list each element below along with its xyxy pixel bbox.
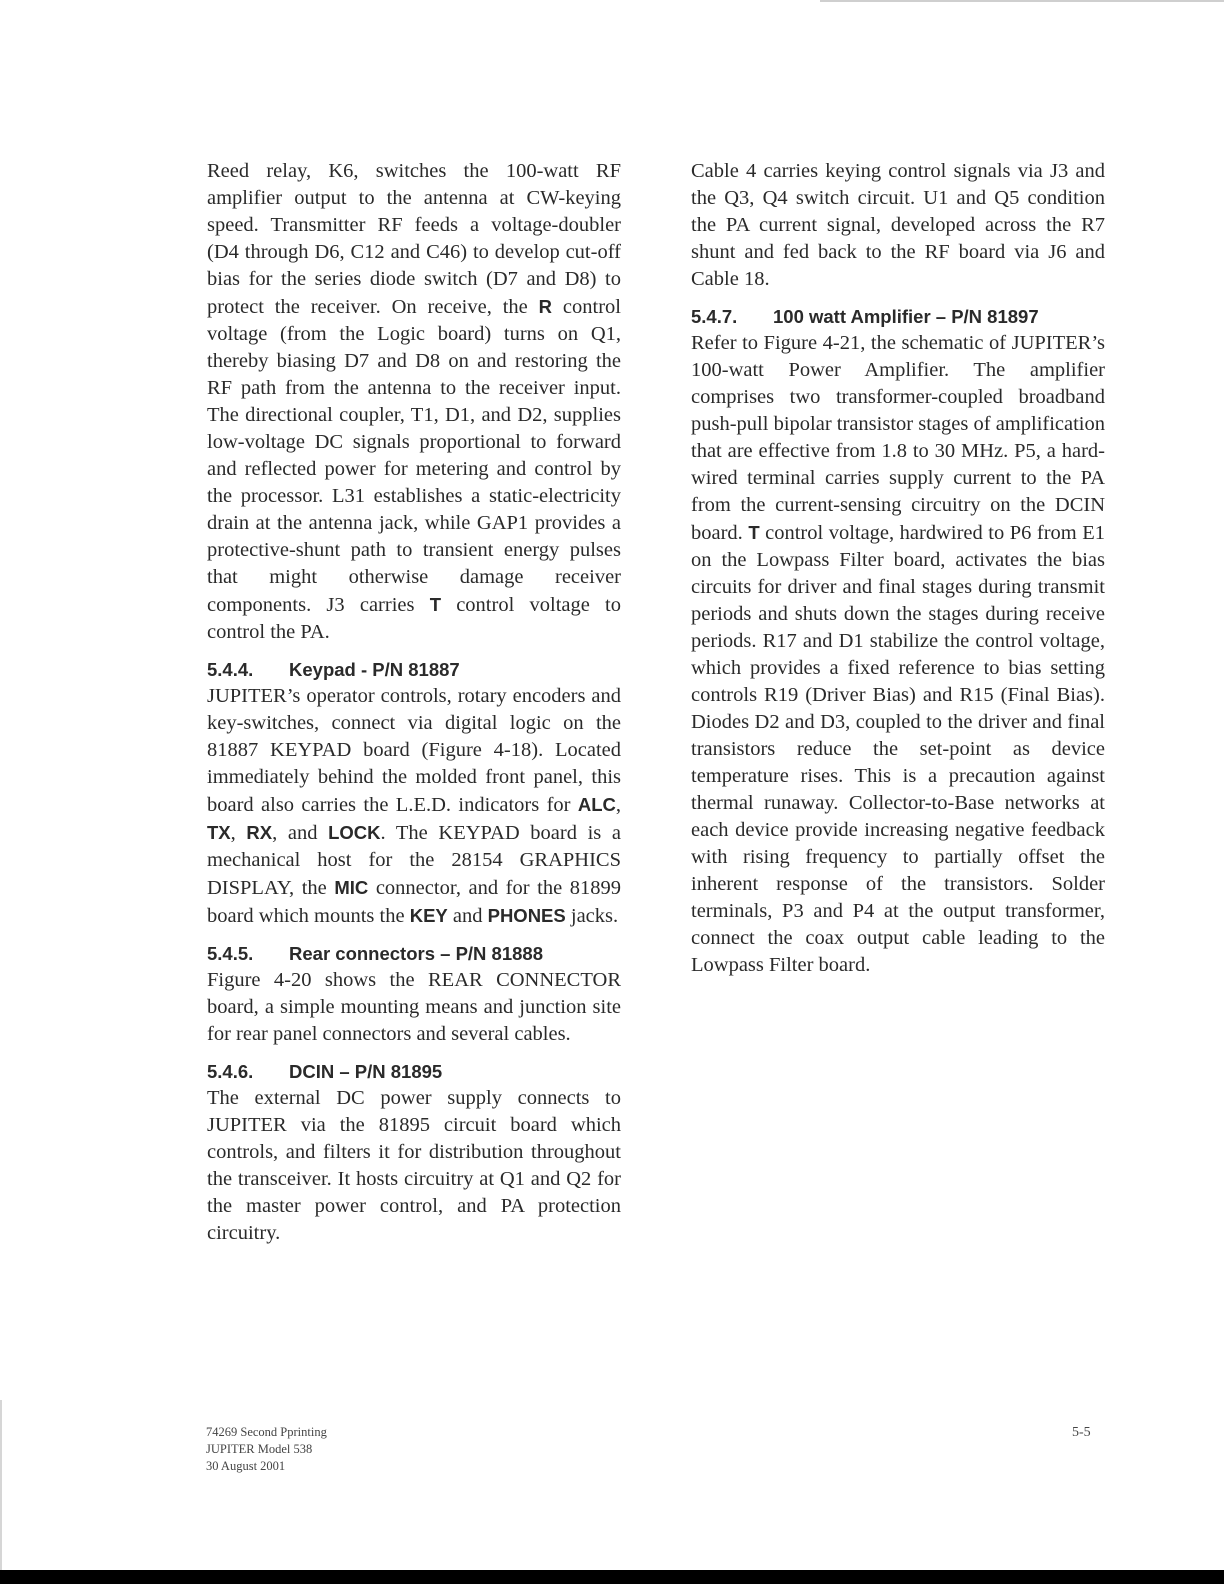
keyword-rx: RX (246, 822, 273, 843)
scan-edge-left (0, 1400, 2, 1570)
footer-printing: 74269 Second Pprinting (206, 1425, 327, 1439)
page-number: 5-5 (1072, 1425, 1091, 1440)
section-number: 5.4.4. (207, 659, 254, 680)
section-heading-amplifier (691, 303, 1105, 330)
keyword-key: KEY (409, 905, 448, 926)
text-run: control voltage (from the Logic board) turns on Q1, thereby biasing D7 and D8 on and restoring the RF path from the antenna to the receiver input. The directional coupler, T1, D1, and D2, supplies low-voltage DC signals proportional to forward and reflected power for metering and control by the processor. L31 establishes a static-electricity drain at the antenna jack, while GAP1 provides a protective-shunt path to transient energy pulses that might otherwise damage receiver components. J3 carries (207, 296, 621, 616)
footer-date: 30 August 2001 (206, 1459, 286, 1473)
paragraph-amplifier (691, 330, 1105, 979)
paragraph-reed-relay (207, 158, 621, 646)
section-number: 5.4.7. (691, 306, 738, 327)
text-run: control voltage, hardwired to P6 from E1 on the Lowpass Filter board, activates the bias circuits for driver and final stages during transmit periods and shuts down the stages during receive periods. R17 and D1 stabilize the control voltage, which provides a fixed reference to bias setting controls R19 (Driver Bias) and R15 (Final Bias). Diodes D2 and D3, coupled to the driver and final transistors reduce the set-point as device temperature rises. This is a precaution against thermal runaway. Collector-to-Base networks at each device provide increasing negative feedback with rising frequency to partially offset the inherent response of the transistors. Solder terminals, P3 and P4 at the output transformer, connect the coax output cable leading to the Lowpass Filter board. (691, 522, 1105, 976)
paragraph-rear-connectors: Figure 4-20 shows the REAR CONNECTOR board, a simple mounting means and junction site for rear panel connectors and several cables. (207, 969, 621, 1045)
section-title: Keypad - P/N 81887 (289, 659, 460, 680)
text-run: , and (272, 822, 329, 844)
section-heading-dcin (207, 1058, 621, 1085)
keyword-t: T (748, 522, 760, 543)
keyword-t: T (429, 594, 441, 615)
section-number: 5.4.5. (207, 943, 254, 964)
text-run: jacks. (565, 905, 619, 927)
paragraph-keypad (207, 683, 621, 930)
footer-model: JUPITER Model 538 (206, 1442, 313, 1456)
section-number: 5.4.6. (207, 1061, 254, 1082)
text-run: connector, and for the 81899 board which mounts the (207, 877, 621, 927)
section-title: 100 watt Amplifier – P/N 81897 (773, 306, 1039, 327)
section-title: DCIN – P/N 81895 (289, 1061, 443, 1082)
keyword-r: R (538, 296, 553, 317)
section-title: Rear connectors – P/N 81888 (289, 943, 543, 964)
paragraph-cable-4: Cable 4 carries keying control signals via J3 and the Q3, Q4 switch circuit. U1 and Q5 condition the PA current signal, developed across the R7 shunt and fed back to the RF board via J6 and Cable 18. (691, 160, 1105, 290)
keyword-mic: MIC (334, 877, 369, 898)
text-run: , (230, 822, 247, 844)
text-run: and (447, 905, 488, 927)
keyword-phones: PHONES (487, 905, 566, 926)
left-column (207, 158, 621, 1247)
scan-edge-bottom (0, 1570, 1224, 1584)
footer-document-info (206, 1424, 327, 1475)
text-run: , (615, 794, 621, 816)
text-run: Reed relay, K6, switches the 100-watt RF amplifier output to the antenna at CW-keying speed. Transmitter RF feeds a voltage-doubler (D4 through D6, C12 and C46) to develop cut-off bias for the series diode switch (D7 and D8) to protect the receiver. On receive, the (207, 160, 621, 318)
text-run: control voltage to control the PA. (207, 594, 621, 643)
text-run: Refer to Figure 4-21, the schematic of JUPITER’s 100-watt Power Amplifier. The amplifier comprises two transformer-coupled broadband push-pull bipolar transistor stages of amplification that are effective from 1.8 to 30 MHz. P5, a hard-wired terminal carries supply current to the PA from the current-sensing circuitry on the DCIN board. (691, 332, 1105, 544)
keyword-tx: TX (207, 822, 231, 843)
text-run: JUPITER’s operator controls, rotary encoders and key-switches, connect via digital logic on the 81887 KEYPAD board (Figure 4-18). Located immediately behind the molded front panel, this board also carries the L.E.D. indicators for (207, 685, 621, 816)
keyword-lock: LOCK (328, 822, 381, 843)
scan-edge-top (820, 0, 1224, 2)
section-heading-rear-connectors (207, 940, 621, 967)
text-run: . The KEYPAD board is a mechanical host for the 28154 GRAPHICS DISPLAY, the (207, 822, 621, 899)
right-column (691, 158, 1105, 979)
paragraph-dcin: The external DC power supply connects to JUPITER via the 81895 circuit board which controls, and filters it for distribution throughout the transceiver. It hosts circuitry at Q1 and Q2 for the master power control, and PA protection circuitry. (207, 1087, 621, 1244)
keyword-alc: ALC (577, 794, 616, 815)
section-heading-keypad (207, 656, 621, 683)
